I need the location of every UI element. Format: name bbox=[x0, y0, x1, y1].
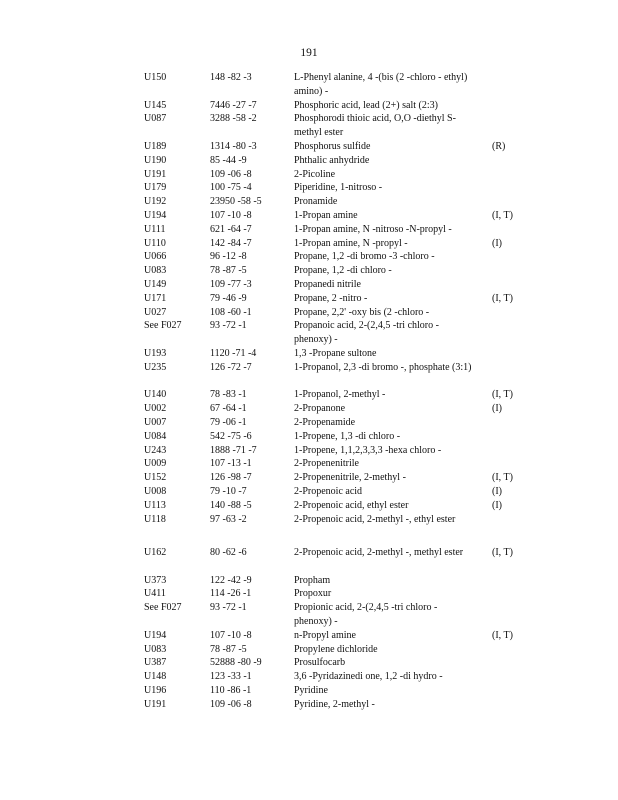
table-row bbox=[144, 250, 584, 264]
hazard-code: (I) bbox=[492, 237, 502, 249]
chemical-name: Propham bbox=[294, 574, 331, 586]
table-row bbox=[144, 485, 584, 499]
cas-number: 78 -87 -5 bbox=[210, 265, 247, 277]
table-row bbox=[144, 656, 584, 670]
hazard-code: (I, T) bbox=[492, 629, 513, 641]
table-row bbox=[144, 587, 584, 601]
cas-number: 109 -77 -3 bbox=[210, 278, 252, 290]
chemical-name: 2-Propenoic acid, ethyl ester bbox=[294, 499, 409, 511]
table-row bbox=[144, 499, 584, 513]
page-number: 191 bbox=[300, 47, 318, 59]
waste-code: U113 bbox=[144, 499, 166, 511]
cas-number: 100 -75 -4 bbox=[210, 182, 252, 194]
table-row bbox=[144, 402, 584, 416]
waste-code: U243 bbox=[144, 444, 167, 456]
waste-code: See F027 bbox=[144, 602, 182, 614]
chemical-name: Propionic acid, 2-(2,4,5 -tri chloro - phenoxy) - bbox=[294, 602, 438, 628]
table-row bbox=[144, 574, 584, 588]
waste-code: U191 bbox=[144, 168, 167, 180]
chemical-name: Propane, 1,2 -di bromo -3 -chloro - bbox=[294, 251, 435, 263]
cas-number: 96 -12 -8 bbox=[210, 251, 247, 263]
hazard-code: (I) bbox=[492, 403, 502, 415]
waste-code: U152 bbox=[144, 472, 167, 484]
chemical-name: Propoxur bbox=[294, 588, 332, 600]
cas-number: 123 -33 -1 bbox=[210, 671, 252, 683]
waste-code: U145 bbox=[144, 99, 167, 111]
cas-number: 107 -10 -8 bbox=[210, 629, 252, 641]
waste-code: U066 bbox=[144, 251, 167, 263]
table-row bbox=[144, 209, 584, 223]
chemical-name: Phosphorus sulfide bbox=[294, 140, 371, 152]
chemical-name: 1-Propanol, 2-methyl - bbox=[294, 389, 386, 401]
chemical-name: L-Phenyl alanine, 4 -(bis (2 -chloro - ethyl) amino) - bbox=[294, 72, 468, 97]
cas-number: 79 -46 -9 bbox=[210, 292, 247, 304]
cas-number: 140 -88 -5 bbox=[210, 499, 252, 511]
chemical-name: Phosphorodi thioic acid, O,O -diethyl S-methyl ester bbox=[294, 113, 456, 139]
table-row bbox=[144, 99, 584, 113]
hazard-code: (I, T) bbox=[492, 472, 513, 484]
cas-number: 79 -10 -7 bbox=[210, 485, 247, 497]
waste-code: U007 bbox=[144, 416, 167, 428]
table-row bbox=[144, 670, 584, 684]
table-row bbox=[144, 112, 584, 140]
chemical-name: 1,3 -Propane sultone bbox=[294, 347, 377, 359]
cas-number: 109 -06 -8 bbox=[210, 168, 252, 180]
cas-number: 93 -72 -1 bbox=[210, 320, 247, 332]
hazard-code: (I) bbox=[492, 485, 502, 497]
cas-number: 114 -26 -1 bbox=[210, 588, 252, 600]
chemical-name: Pyridine, 2-methyl - bbox=[294, 698, 375, 710]
cas-number: 7446 -27 -7 bbox=[210, 99, 257, 111]
waste-code: U083 bbox=[144, 265, 167, 277]
waste-code: U002 bbox=[144, 403, 167, 415]
chemical-name: Propane, 1,2 -di chloro - bbox=[294, 265, 392, 277]
table-row bbox=[144, 278, 584, 292]
chemical-name: 2-Propenenitrile, 2-methyl - bbox=[294, 472, 406, 484]
table-row bbox=[144, 347, 584, 361]
hazard-code: (I, T) bbox=[492, 389, 513, 401]
cas-number: 109 -06 -8 bbox=[210, 698, 252, 710]
waste-code: U192 bbox=[144, 196, 167, 208]
table-row bbox=[144, 264, 584, 278]
table-row bbox=[144, 223, 584, 237]
table-row bbox=[144, 71, 584, 99]
chemical-name: 2-Propenenitrile bbox=[294, 458, 359, 470]
hazard-code: (I) bbox=[492, 499, 502, 511]
waste-code: U171 bbox=[144, 292, 167, 304]
cas-number: 78 -87 -5 bbox=[210, 643, 247, 655]
table-row bbox=[144, 388, 584, 402]
cas-number: 142 -84 -7 bbox=[210, 237, 252, 249]
chemical-name: 1-Propene, 1,1,2,3,3,3 -hexa chloro - bbox=[294, 444, 442, 456]
table-row bbox=[144, 361, 584, 389]
waste-code: U148 bbox=[144, 671, 167, 683]
table-row bbox=[144, 430, 584, 444]
waste-code: U189 bbox=[144, 140, 167, 152]
waste-code: U110 bbox=[144, 237, 166, 249]
hazard-code: (I, T) bbox=[492, 209, 513, 221]
waste-code: U191 bbox=[144, 698, 167, 710]
chemical-name: Propane, 2,2' -oxy bis (2 -chloro - bbox=[294, 306, 430, 318]
cas-number: 126 -98 -7 bbox=[210, 472, 252, 484]
waste-code-table bbox=[144, 71, 584, 712]
cas-number: 148 -82 -3 bbox=[210, 72, 252, 83]
cas-number: 621 -64 -7 bbox=[210, 223, 252, 235]
waste-code: U087 bbox=[144, 113, 167, 125]
cas-number: 97 -63 -2 bbox=[210, 513, 247, 525]
chemical-name: Phosphoric acid, lead (2+) salt (2:3) bbox=[294, 99, 438, 111]
chemical-name: 2-Picoline bbox=[294, 168, 336, 180]
cas-number: 126 -72 -7 bbox=[210, 361, 252, 373]
chemical-name: Propanoic acid, 2-(2,4,5 -tri chloro - phenoxy) - bbox=[294, 320, 439, 346]
chemical-name: 1-Propanol, 2,3 -di bromo -, phosphate (3:1) bbox=[294, 361, 472, 373]
cas-number: 108 -60 -1 bbox=[210, 306, 252, 318]
chemical-name: Phthalic anhydride bbox=[294, 154, 370, 166]
waste-code: U162 bbox=[144, 547, 167, 559]
cas-number: 1888 -71 -7 bbox=[210, 444, 257, 456]
waste-code: U193 bbox=[144, 347, 167, 359]
chemical-name: Prosulfocarb bbox=[294, 657, 346, 669]
table-row bbox=[144, 471, 584, 485]
chemical-name: Propanedi nitrile bbox=[294, 278, 361, 290]
cas-number: 23950 -58 -5 bbox=[210, 196, 262, 208]
waste-code: U179 bbox=[144, 182, 167, 194]
table-row bbox=[144, 684, 584, 698]
cas-number: 1314 -80 -3 bbox=[210, 140, 257, 152]
cas-number: 542 -75 -6 bbox=[210, 430, 252, 442]
chemical-name: Pronamide bbox=[294, 196, 338, 208]
waste-code: U196 bbox=[144, 685, 167, 697]
waste-code: U373 bbox=[144, 574, 167, 586]
chemical-name: Pyridine bbox=[294, 685, 328, 697]
table-row bbox=[144, 195, 584, 209]
waste-code: U235 bbox=[144, 361, 167, 373]
waste-code: U008 bbox=[144, 485, 167, 497]
waste-code: U027 bbox=[144, 306, 167, 318]
table-row bbox=[144, 154, 584, 168]
cas-number: 122 -42 -9 bbox=[210, 574, 252, 586]
table-row bbox=[144, 643, 584, 657]
cas-number: 107 -10 -8 bbox=[210, 209, 252, 221]
waste-code: U194 bbox=[144, 629, 167, 641]
table-row bbox=[144, 168, 584, 182]
table-row bbox=[144, 319, 584, 347]
waste-code: U411 bbox=[144, 588, 166, 600]
chemical-name: 2-Propenamide bbox=[294, 416, 356, 428]
chemical-name: 3,6 -Pyridazinedi one, 1,2 -di hydro - bbox=[294, 671, 443, 683]
cas-number: 1120 -71 -4 bbox=[210, 347, 257, 359]
waste-code: See F027 bbox=[144, 320, 182, 332]
chemical-name: Propane, 2 -nitro - bbox=[294, 292, 368, 304]
waste-code: U118 bbox=[144, 513, 166, 525]
cas-number: 80 -62 -6 bbox=[210, 547, 247, 559]
table-row bbox=[144, 629, 584, 643]
chemical-name: 2-Propenoic acid, 2-methyl -, ethyl ester bbox=[294, 513, 456, 525]
chemical-name: Piperidine, 1-nitroso - bbox=[294, 182, 383, 194]
cas-number: 107 -13 -1 bbox=[210, 458, 252, 470]
waste-code: U150 bbox=[144, 72, 167, 83]
waste-code: U140 bbox=[144, 389, 167, 401]
waste-code: U194 bbox=[144, 209, 167, 221]
waste-code: U084 bbox=[144, 430, 167, 442]
table-row bbox=[144, 416, 584, 430]
table-row bbox=[144, 306, 584, 320]
chemical-name: 1-Propene, 1,3 -di chloro - bbox=[294, 430, 401, 442]
hazard-code: (R) bbox=[492, 140, 506, 152]
cas-number: 110 -86 -1 bbox=[210, 685, 252, 697]
chemical-name: Propylene dichloride bbox=[294, 643, 378, 655]
table-row bbox=[144, 457, 584, 471]
chemical-name: 1-Propan amine bbox=[294, 209, 358, 221]
cas-number: 79 -06 -1 bbox=[210, 416, 247, 428]
table-row bbox=[144, 237, 584, 251]
cas-number: 93 -72 -1 bbox=[210, 602, 247, 614]
table-row bbox=[144, 546, 584, 574]
table-row bbox=[144, 292, 584, 306]
waste-code: U111 bbox=[144, 223, 166, 235]
table-row bbox=[144, 601, 584, 629]
table-row bbox=[144, 698, 584, 712]
waste-code: U149 bbox=[144, 278, 167, 290]
chemical-name: 2-Propanone bbox=[294, 403, 346, 415]
waste-code: U190 bbox=[144, 154, 167, 166]
waste-code: U083 bbox=[144, 643, 167, 655]
waste-code: U009 bbox=[144, 458, 167, 470]
cas-number: 3288 -58 -2 bbox=[210, 113, 257, 125]
chemical-name: 2-Propenoic acid, 2-methyl -, methyl ester bbox=[294, 547, 464, 559]
waste-code: U387 bbox=[144, 657, 167, 669]
chemical-name: 1-Propan amine, N -nitroso -N-propyl - bbox=[294, 223, 452, 235]
cas-number: 67 -64 -1 bbox=[210, 403, 247, 415]
hazard-code: (I, T) bbox=[492, 292, 513, 304]
cas-number: 85 -44 -9 bbox=[210, 154, 247, 166]
chemical-name: 1-Propan amine, N -propyl - bbox=[294, 237, 408, 249]
chemical-name: 2-Propenoic acid bbox=[294, 485, 363, 497]
table-row bbox=[144, 513, 584, 541]
cas-number: 78 -83 -1 bbox=[210, 389, 247, 401]
chemical-name: n-Propyl amine bbox=[294, 629, 356, 641]
table-row bbox=[144, 444, 584, 458]
table-row bbox=[144, 181, 584, 195]
table-row bbox=[144, 140, 584, 154]
hazard-code: (I, T) bbox=[492, 547, 513, 559]
cas-number: 52888 -80 -9 bbox=[210, 657, 262, 669]
